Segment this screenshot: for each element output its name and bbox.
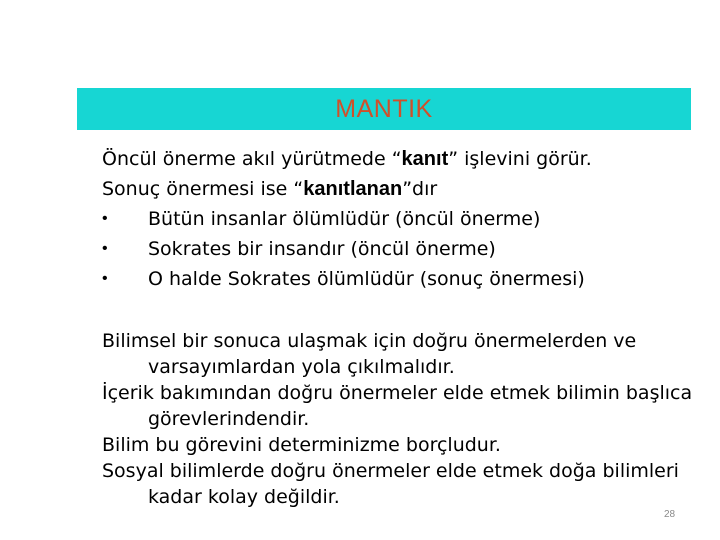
intro-line-conclusion <box>102 174 702 204</box>
page-number: 28 <box>664 509 676 520</box>
intro-line-premise-after: ” işlevini görür. <box>448 148 592 170</box>
bullet-marker: • <box>102 210 108 227</box>
intro-line-conclusion-before: Sonuç önermesi ise “ <box>102 178 304 200</box>
bullet-marker: • <box>102 270 108 287</box>
bullet-text: Bütün insanlar ölümlüdür (öncül önerme) <box>148 208 541 230</box>
bullet-item <box>102 234 702 264</box>
paragraph: İçerik bakımından doğru önermeler elde etmek bilimin başlıca görevlerindendir. <box>102 382 693 430</box>
intro-line-conclusion-bold: kanıtlanan <box>303 178 403 200</box>
bullet-text: Sokrates bir insandır (öncül önerme) <box>148 238 496 260</box>
bullet-item <box>102 264 702 294</box>
title-band <box>77 88 691 130</box>
paragraph: Sosyal bilimlerde doğru önermeler elde etmek doğa bilimleri kadar kolay değildir. <box>102 460 679 508</box>
intro-line-premise-bold: kanıt <box>401 148 449 170</box>
bullet-text: O halde Sokrates ölümlüdür (sonuç önermesi) <box>148 268 585 290</box>
paragraph: Bilimsel bir sonuca ulaşmak için doğru önermelerden ve varsayımlardan yola çıkılmalıdır. <box>102 330 637 378</box>
intro-line-conclusion-after: ”dır <box>402 178 438 200</box>
science-paragraphs <box>102 328 702 510</box>
bullet-item <box>102 204 702 234</box>
bullet-marker: • <box>102 240 108 257</box>
intro-line-premise <box>102 144 702 174</box>
slide-title: MANTIK <box>335 95 433 123</box>
premise-block <box>102 144 702 294</box>
intro-line-premise-before: Öncül önerme akıl yürütmede “ <box>102 148 402 170</box>
paragraph: Bilim bu görevini determinizme borçludur. <box>102 434 501 456</box>
